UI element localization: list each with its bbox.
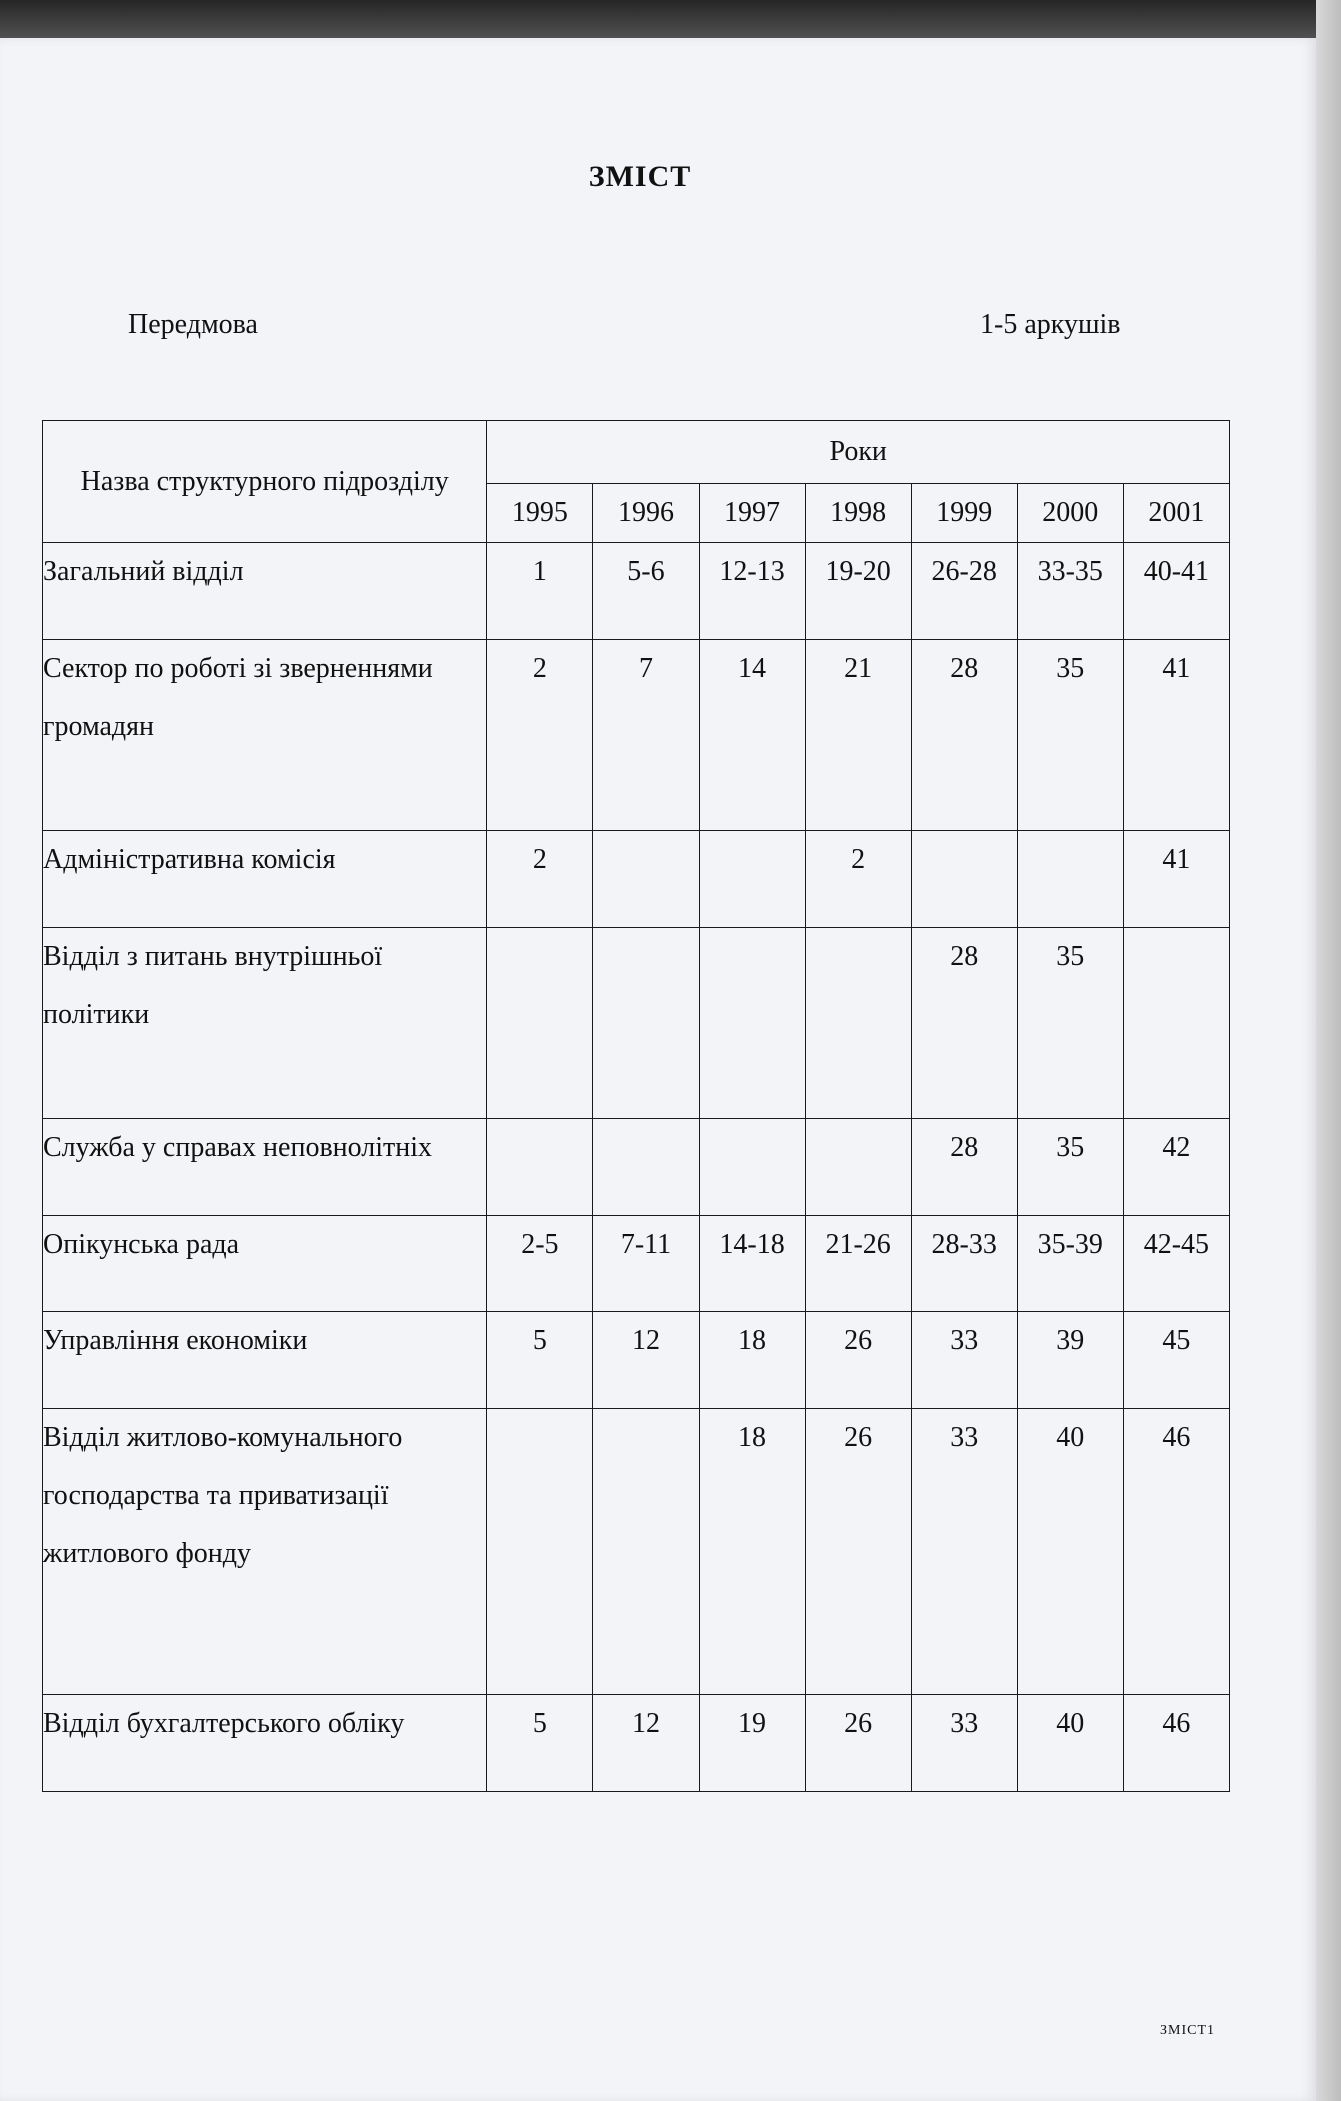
sheet-range bbox=[593, 927, 699, 1119]
table-row bbox=[43, 927, 1230, 1119]
table-row bbox=[43, 639, 1230, 831]
sheet-range: 5-6 bbox=[593, 543, 699, 640]
sheet-range: 42-45 bbox=[1123, 1215, 1229, 1312]
preface-sheets: 1-5 аркушів bbox=[980, 309, 1121, 340]
sheet-range: 41 bbox=[1123, 831, 1229, 928]
year-header: 1996 bbox=[593, 484, 699, 543]
sheet-range bbox=[805, 1119, 911, 1216]
department-name: Відділ житлово-комунального господарства та приватизації житлового фонду bbox=[43, 1408, 487, 1694]
sheet-range: 45 bbox=[1123, 1312, 1229, 1409]
table-row bbox=[43, 543, 1230, 640]
sheet-range: 2 bbox=[487, 639, 593, 831]
sheet-range: 26 bbox=[805, 1312, 911, 1409]
department-name: Загальний відділ bbox=[43, 543, 487, 640]
sheet-range: 18 bbox=[699, 1408, 805, 1694]
department-name: Сектор по роботі зі зверненнями громадян bbox=[43, 639, 487, 831]
sheet-range: 14-18 bbox=[699, 1215, 805, 1312]
department-name: Відділ бухгалтерського обліку bbox=[43, 1695, 487, 1792]
sheet-range: 2 bbox=[487, 831, 593, 928]
department-name: Відділ з питань внутрішньої політики bbox=[43, 927, 487, 1119]
sheet-range: 35-39 bbox=[1017, 1215, 1123, 1312]
sheet-range bbox=[805, 927, 911, 1119]
sheet-range bbox=[699, 927, 805, 1119]
sheet-range: 26 bbox=[805, 1695, 911, 1792]
sheet-range bbox=[699, 1119, 805, 1216]
year-header: 1999 bbox=[911, 484, 1017, 543]
table-row bbox=[43, 1119, 1230, 1216]
sheet-range: 35 bbox=[1017, 639, 1123, 831]
sheet-range: 28 bbox=[911, 1119, 1017, 1216]
sheet-range: 1 bbox=[487, 543, 593, 640]
sheet-range: 2-5 bbox=[487, 1215, 593, 1312]
name-column-header: Назва структурного підрозділу bbox=[43, 421, 487, 543]
sheet-range: 33-35 bbox=[1017, 543, 1123, 640]
sheet-range: 40 bbox=[1017, 1695, 1123, 1792]
sheet-range: 42 bbox=[1123, 1119, 1229, 1216]
table-row bbox=[43, 831, 1230, 928]
years-column-header: Роки bbox=[487, 421, 1230, 484]
department-name: Опікунська рада bbox=[43, 1215, 487, 1312]
sheet-range: 18 bbox=[699, 1312, 805, 1409]
sheet-range bbox=[911, 831, 1017, 928]
sheet-range bbox=[1017, 831, 1123, 928]
table-row bbox=[43, 1312, 1230, 1409]
sheet-range: 19 bbox=[699, 1695, 805, 1792]
sheet-range: 39 bbox=[1017, 1312, 1123, 1409]
sheet-range bbox=[1123, 927, 1229, 1119]
sheet-range: 12-13 bbox=[699, 543, 805, 640]
sheet-range: 46 bbox=[1123, 1408, 1229, 1694]
sheet-range: 28 bbox=[911, 639, 1017, 831]
sheet-range bbox=[487, 927, 593, 1119]
department-name: Служба у справах неповнолітніх bbox=[43, 1119, 487, 1216]
year-header: 1997 bbox=[699, 484, 805, 543]
department-name: Управління економіки bbox=[43, 1312, 487, 1409]
sheet-range: 7 bbox=[593, 639, 699, 831]
footer-code: ЗМІСТ1 bbox=[1160, 2023, 1216, 2038]
page-top-edge bbox=[0, 0, 1341, 38]
contents-table bbox=[42, 420, 1230, 1792]
sheet-range: 40 bbox=[1017, 1408, 1123, 1694]
sheet-range: 28 bbox=[911, 927, 1017, 1119]
sheet-range bbox=[593, 1408, 699, 1694]
sheet-range: 40-41 bbox=[1123, 543, 1229, 640]
sheet-range: 26 bbox=[805, 1408, 911, 1694]
table-row bbox=[43, 1695, 1230, 1792]
sheet-range: 21 bbox=[805, 639, 911, 831]
sheet-range bbox=[487, 1408, 593, 1694]
sheet-range: 12 bbox=[593, 1695, 699, 1792]
sheet-range: 5 bbox=[487, 1312, 593, 1409]
sheet-range: 12 bbox=[593, 1312, 699, 1409]
sheet-range: 35 bbox=[1017, 927, 1123, 1119]
department-name: Адміністративна комісія bbox=[43, 831, 487, 928]
sheet-range: 14 bbox=[699, 639, 805, 831]
sheet-range: 5 bbox=[487, 1695, 593, 1792]
sheet-range bbox=[487, 1119, 593, 1216]
sheet-range: 46 bbox=[1123, 1695, 1229, 1792]
year-header: 2001 bbox=[1123, 484, 1229, 543]
sheet-range: 35 bbox=[1017, 1119, 1123, 1216]
document-page bbox=[0, 38, 1316, 2101]
sheet-range: 33 bbox=[911, 1408, 1017, 1694]
sheet-range: 26-28 bbox=[911, 543, 1017, 640]
sheet-range bbox=[699, 831, 805, 928]
sheet-range: 2 bbox=[805, 831, 911, 928]
sheet-range: 7-11 bbox=[593, 1215, 699, 1312]
sheet-range: 41 bbox=[1123, 639, 1229, 831]
page-right-edge bbox=[1316, 0, 1341, 2101]
table-row bbox=[43, 1215, 1230, 1312]
sheet-range: 28-33 bbox=[911, 1215, 1017, 1312]
year-header: 2000 bbox=[1017, 484, 1123, 543]
sheet-range bbox=[593, 831, 699, 928]
sheet-range: 21-26 bbox=[805, 1215, 911, 1312]
preface-label: Передмова bbox=[128, 309, 258, 340]
year-header: 1998 bbox=[805, 484, 911, 543]
page-title: ЗМІСТ bbox=[588, 160, 692, 193]
table-row bbox=[43, 1408, 1230, 1694]
sheet-range: 19-20 bbox=[805, 543, 911, 640]
sheet-range: 33 bbox=[911, 1312, 1017, 1409]
sheet-range bbox=[593, 1119, 699, 1216]
sheet-range: 33 bbox=[911, 1695, 1017, 1792]
year-header: 1995 bbox=[487, 484, 593, 543]
